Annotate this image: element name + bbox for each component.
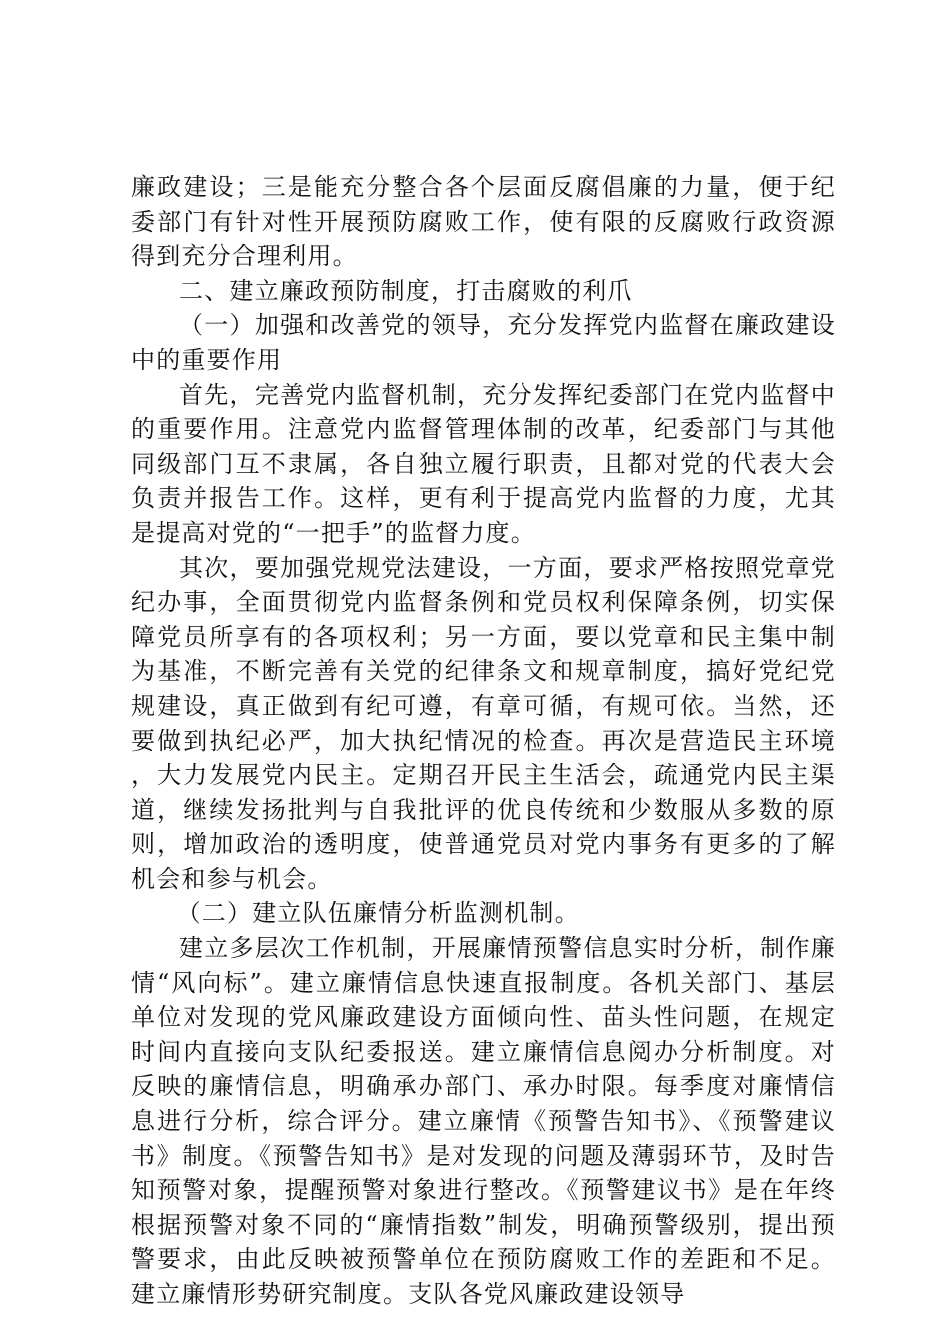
paragraph-integrity-monitoring: 建立多层次工作机制，开展廉情预警信息实时分析，制作廉情“风向标”。建立廉情信息快速直报制度。各机关部门、基层单位对发现的党风廉政建设方面倾向性、苗头性问题，在规定时间内直接向支队纪委报送。建立廉情信息阅办分析制度。对反映的廉情信息，明确承办部门、承办时限。每季度对廉情信息进行分析，综合评分。建立廉情《预警告知书》、《预警建议书》制度。《预警告知书》是对发现的问题及薄弱环节，及时告知预警对象，提醒预警对象进行整改。《预警建议书》是在年终根据预警对象不同的“廉情指数”制发，明确预警级别，提出预警要求，由此反映被预警单位在预防腐败工作的差距和不足。建立廉情形势研究制度。支队各党风廉政建设领导 (131, 934, 836, 1308)
subsection-heading-2: （二）建立队伍廉情分析监测机制。 (176, 899, 580, 928)
subsection-heading-1: （一）加强和改善党的领导，充分发挥党内监督在廉政建设中的重要作用 (131, 311, 836, 374)
paragraph-supervision-mechanism: 首先，完善党内监督机制，充分发挥纪委部门在党内监督中的重要作用。注意党内监督管理体制的改革，纪委部门与其他同级部门互不隶属，各自独立履行职责，且都对党的代表大会负责并报告工作。这样，更有利于提高党内监督的力度，尤其是提高对党的“一把手”的监督力度。 (131, 380, 836, 547)
paragraph-party-rules: 其次，要加强党规党法建设，一方面，要求严格按照党章党纪办事，全面贯彻党内监督条例和党员权利保障条例，切实保障党员所享有的各项权利；另一方面，要以党章和民主集中制为基准，不断完善有关党的纪律条文和规章制度，搞好党纪党规建设，真正做到有纪可遵，有章可循，有规可依。当然，还要做到执纪必严，加大执纪情况的检查。再次是营造民主环境，大力发展党内民主。定期召开民主生活会，疏通党内民主渠道，继续发扬批判与自我批评的优良传统和少数服从多数的原则，增加政治的透明度，使普通党员对党内事务有更多的了解机会和参与机会。 (131, 553, 836, 893)
paragraph-continuation: 廉政建设；三是能充分整合各个层面反腐倡廉的力量，便于纪委部门有针对性开展预防腐败工作，使有限的反腐败行政资源得到充分合理利用。 (131, 173, 836, 271)
section-heading: 二、建立廉政预防制度，打击腐败的利爪 (179, 276, 633, 305)
document-body (131, 170, 836, 1312)
